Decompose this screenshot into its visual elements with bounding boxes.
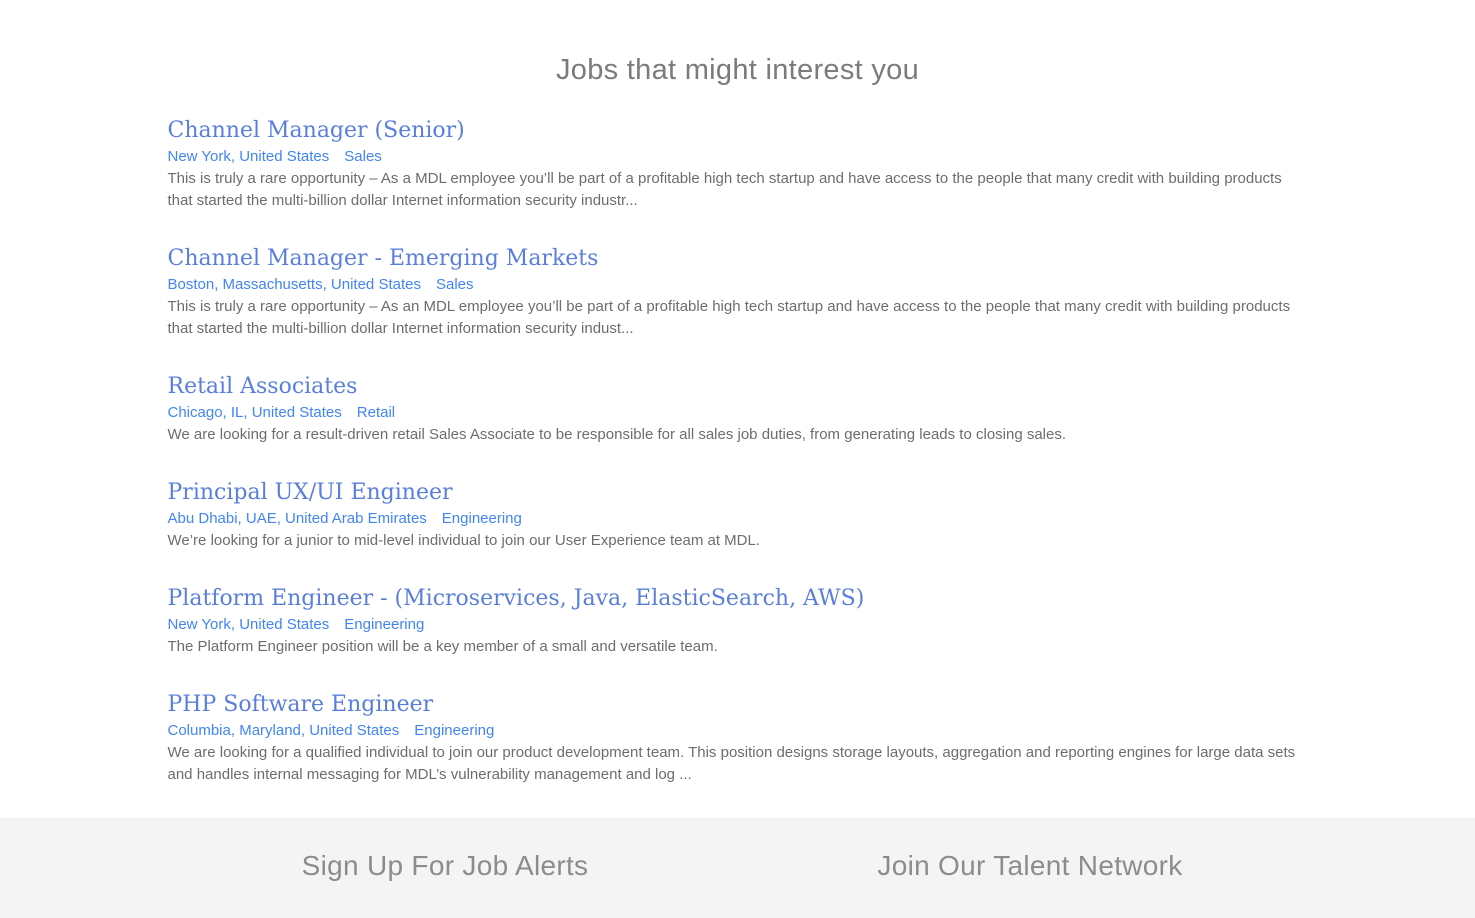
job-alerts-heading: Sign Up For Job Alerts [301, 850, 589, 881]
job-meta [168, 508, 1308, 530]
job-category-link[interactable]: Sales [435, 276, 474, 293]
footer-job-alerts-column [153, 848, 738, 884]
job-title-link[interactable]: Platform Engineer - (Microservices, Java, ElasticSearch, AWS) [167, 586, 865, 611]
job-category-link[interactable]: Engineering [414, 722, 495, 739]
job-listing [168, 690, 1308, 786]
job-description: We’re looking for a junior to mid-level individual to join our User Experience team at MDL. [167, 532, 760, 549]
job-description: We are looking for a result-driven retail Sales Associate to be responsible for all sales job duties, from generating leads to closing sales. [167, 426, 1067, 443]
job-description: This is truly a rare opportunity – As a MDL employee you’ll be part of a profitable high tech startup and have access to the people that many credit with building products that started the multi-billion dollar Internet information security industr... [167, 170, 1282, 209]
job-location-link[interactable]: Boston, Massachusetts, United States [167, 276, 421, 293]
job-title-link[interactable]: Retail Associates [167, 374, 358, 399]
job-location-link[interactable]: New York, United States [167, 148, 330, 165]
job-location-link[interactable]: Columbia, Maryland, United States [167, 722, 400, 739]
job-listing [168, 478, 1308, 552]
job-meta [168, 402, 1308, 424]
job-list-section [168, 0, 1308, 786]
footer-columns [153, 848, 1323, 884]
job-meta [168, 614, 1308, 636]
job-category-link[interactable]: Sales [344, 148, 382, 165]
job-location-link[interactable]: New York, United States [167, 616, 330, 633]
job-title-link[interactable]: Channel Manager (Senior) [167, 118, 465, 143]
job-meta [168, 274, 1308, 296]
job-category-link[interactable]: Engineering [441, 510, 522, 527]
job-description: The Platform Engineer position will be a key member of a small and versatile team. [167, 638, 718, 655]
job-title-link[interactable]: Principal UX/UI Engineer [167, 480, 453, 505]
job-description: This is truly a rare opportunity – As an MDL employee you’ll be part of a profitable high tech startup and have access to the people that many credit with building products that started the multi-billion dollar Internet information security indust... [167, 298, 1291, 337]
job-listing [168, 584, 1308, 658]
footer-talent-network-column [738, 848, 1323, 884]
job-meta [168, 720, 1308, 742]
job-category-link[interactable]: Engineering [344, 616, 425, 633]
job-category-link[interactable]: Retail [356, 404, 396, 421]
job-meta [168, 146, 1308, 168]
talent-network-heading: Join Our Talent Network [877, 850, 1183, 881]
job-listing [168, 372, 1308, 446]
job-location-link[interactable]: Chicago, IL, United States [167, 404, 342, 421]
job-location-link[interactable]: Abu Dhabi, UAE, United Arab Emirates [167, 510, 427, 527]
job-title-link[interactable]: Channel Manager - Emerging Markets [167, 246, 599, 271]
job-listing [168, 244, 1308, 340]
job-description: We are looking for a qualified individual to join our product development team. This position designs storage layouts, aggregation and reporting engines for large data sets and handles internal messaging for MDL’s vulnerability management and log ... [167, 744, 1296, 783]
job-listing [168, 116, 1308, 212]
page-title: Jobs that might interest you [555, 54, 920, 86]
footer [0, 818, 1475, 918]
job-title-link[interactable]: PHP Software Engineer [167, 692, 434, 717]
